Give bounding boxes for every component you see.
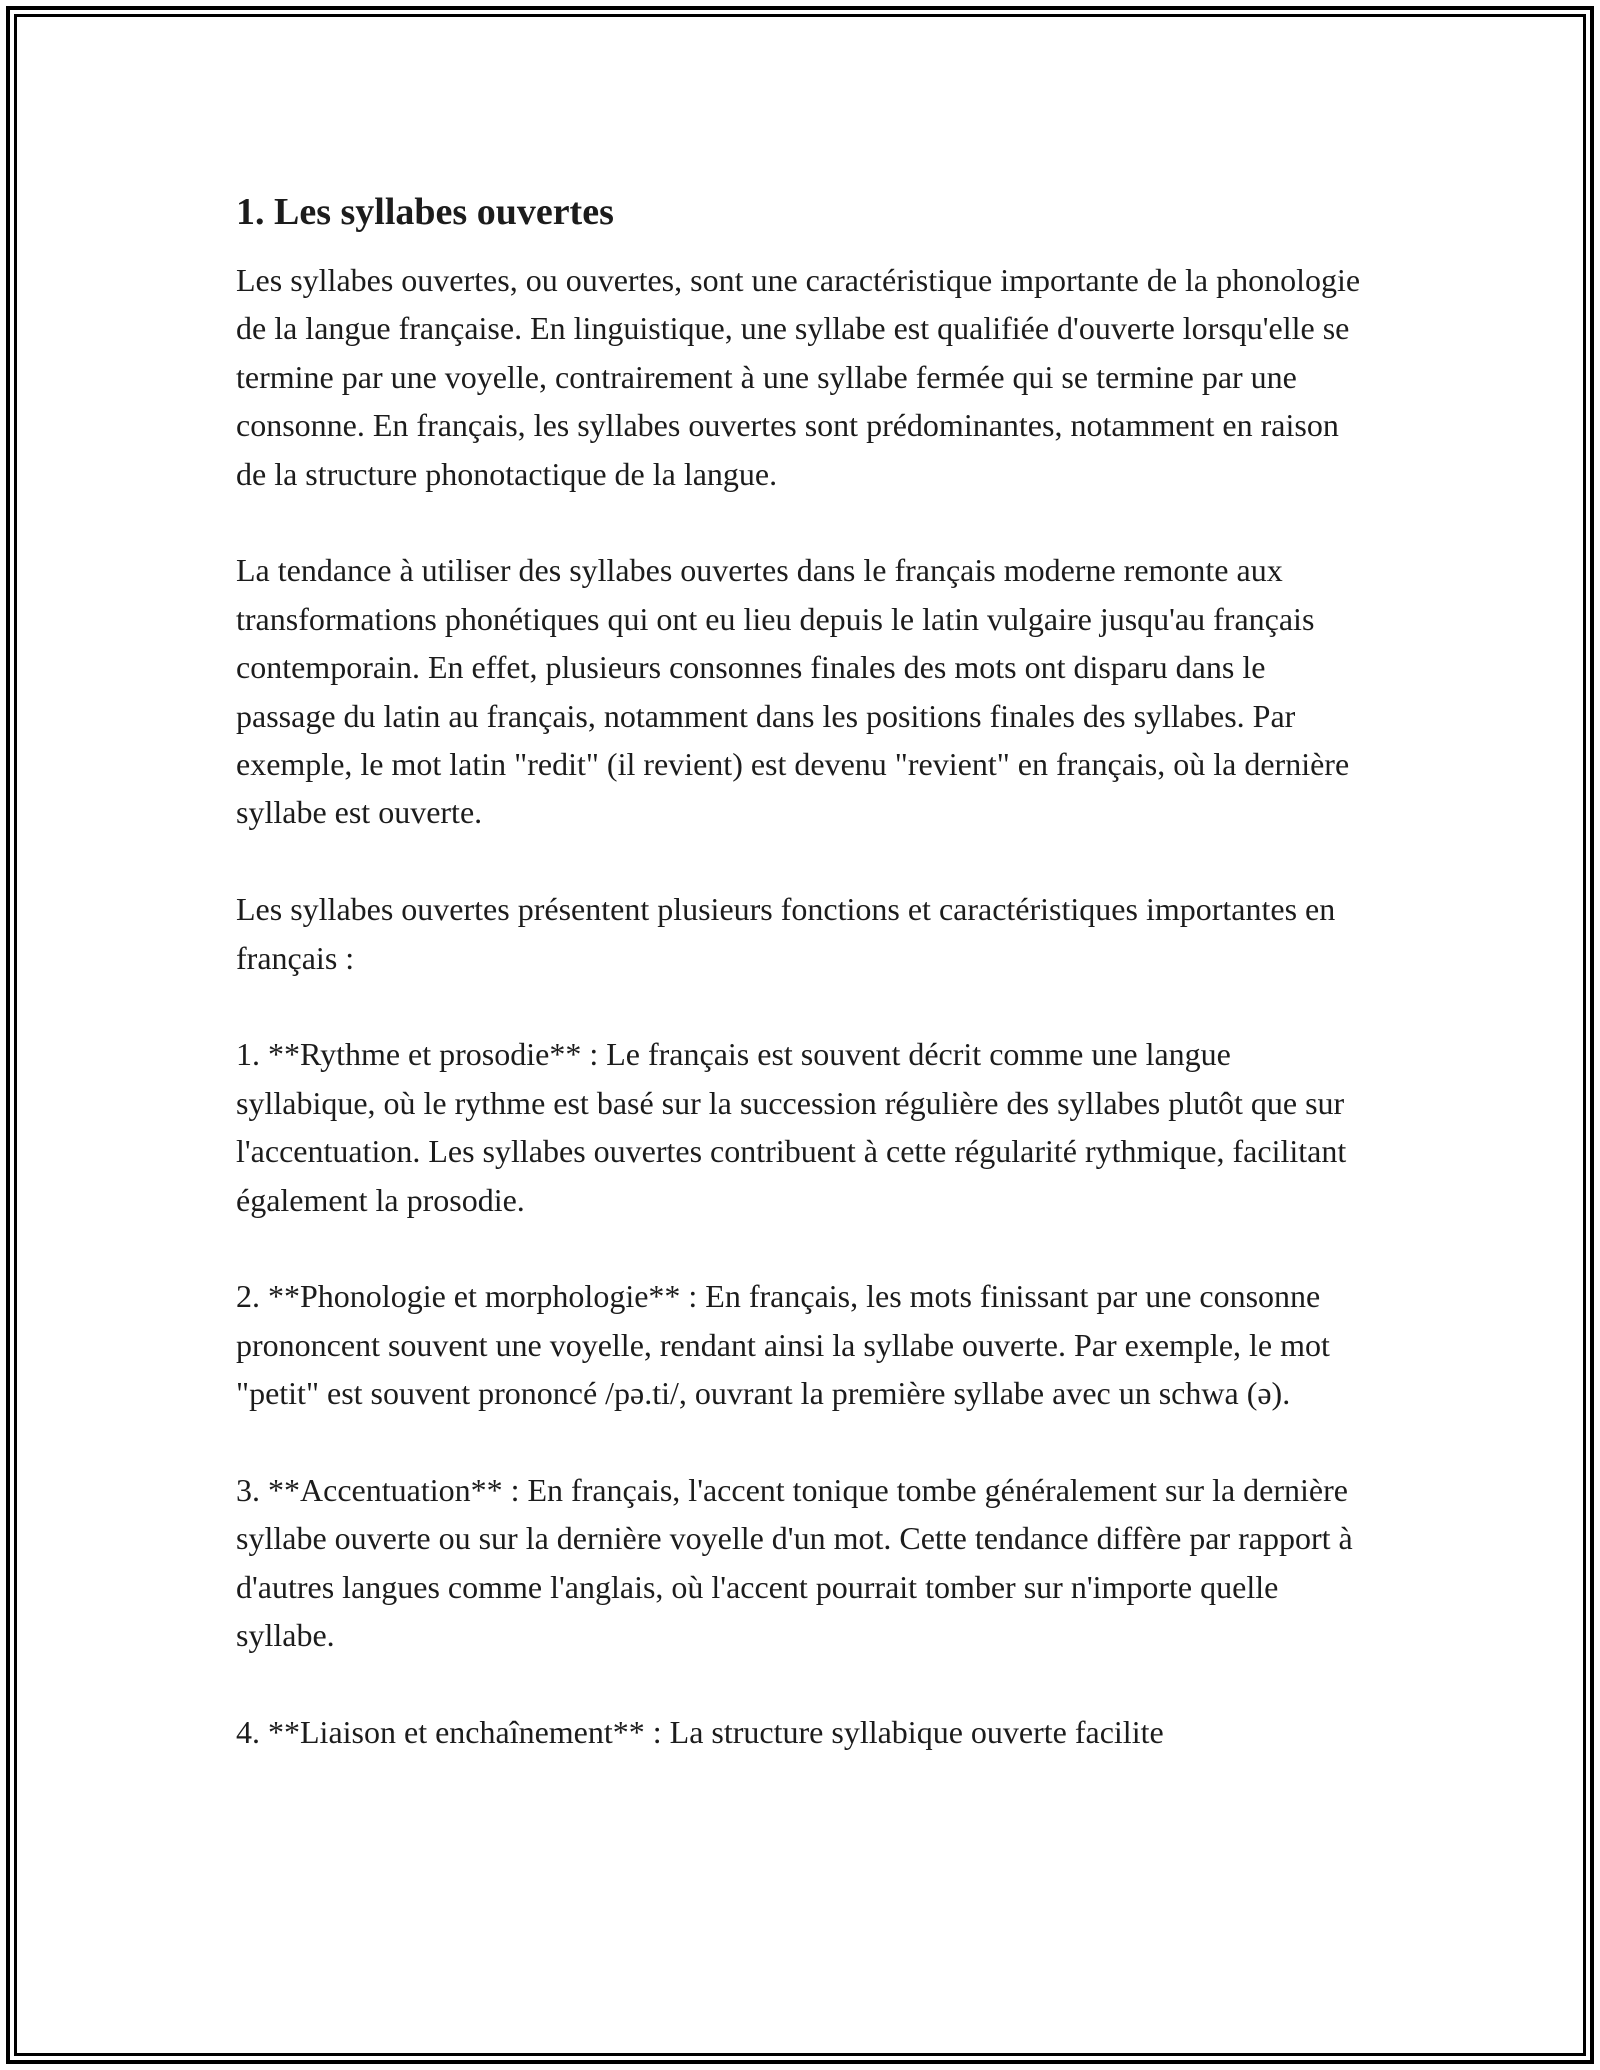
document-body [236,186,1366,1805]
list-item-phonology: 2. **Phonologie et morphologie** : En français, les mots finissant par une consonne prononcent souvent une voyelle, rendant ainsi la syllabe ouverte. Par exemple, le mot "petit" est souvent prononcé /pə.ti/, ouvrant la première syllabe avec un schwa (ə). [236,1278,1330,1412]
page-title: 1. Les syllabes ouvertes [236,191,614,233]
paragraph-intro: Les syllabes ouvertes, ou ouvertes, sont une caractéristique importante de la phonologie de la langue française. En linguistique, une syllabe est qualifiée d'ouverte lorsqu'elle se termine par une voyelle, contrairement à une syllabe fermée qui se termine par une consonne. En français, les syllabes ouvertes sont prédominantes, notamment en raison de la structure phonotactique de la langue. [236,262,1361,492]
list-item-rhythm: 1. **Rythme et prosodie** : Le français est souvent décrit comme une langue syllabique, où le rythme est basé sur la succession régulière des syllabes plutôt que sur l'accentuation. Les syllabes ouvertes contribuent à cette régularité rythmique, facilitant également la prosodie. [236,1036,1347,1218]
list-item-liaison: 4. **Liaison et enchaînement** : La structure syllabique ouverte facilite [236,1714,1164,1751]
paragraph-functions-intro: Les syllabes ouvertes présentent plusieurs fonctions et caractéristiques importantes en français : [236,891,1336,976]
paragraph-history: La tendance à utiliser des syllabes ouvertes dans le français moderne remonte aux transformations phonétiques qui ont eu lieu depuis le latin vulgaire jusqu'au français contemporain. En effet, plusieurs consonnes finales des mots ont disparu dans le passage du latin au français, notamment dans les positions finales des syllabes. Par exemple, le mot latin "redit" (il revient) est devenu "revient" en français, où la dernière syllabe est ouverte. [236,552,1350,831]
list-item-accentuation: 3. **Accentuation** : En français, l'accent tonique tombe généralement sur la dernière syllabe ouverte ou sur la dernière voyelle d'un mot. Cette tendance diffère par rapport à d'autres langues comme l'anglais, où l'accent pourrait tomber sur n'importe quelle syllabe. [236,1472,1353,1654]
